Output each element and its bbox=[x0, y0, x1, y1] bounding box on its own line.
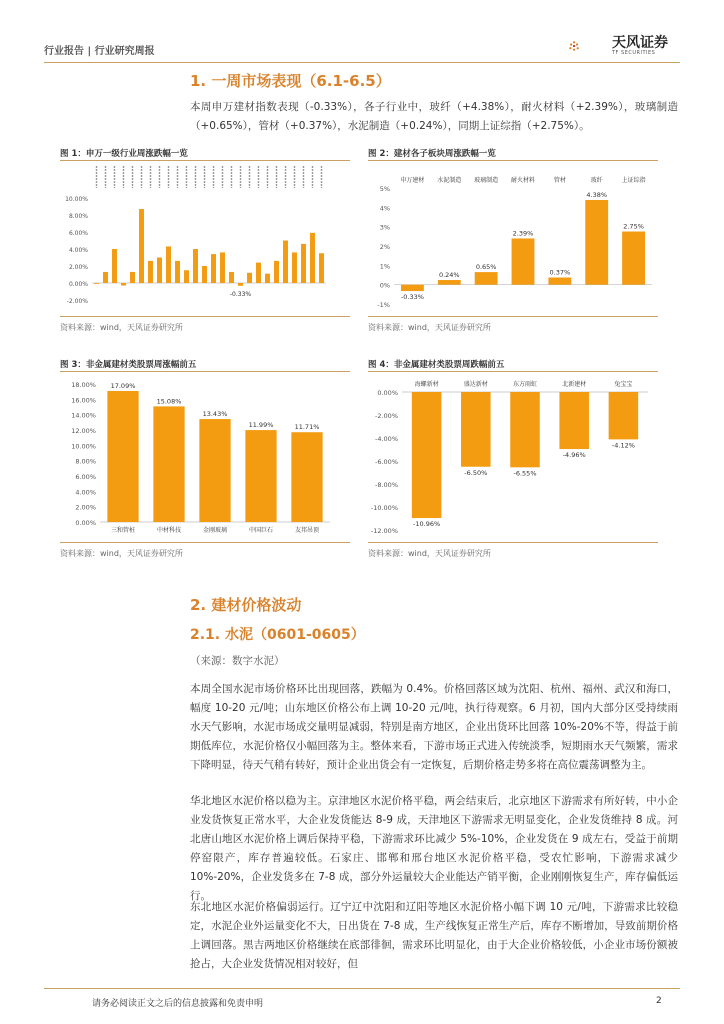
section-2-paragraph-2: 华北地区水泥价格以稳为主。京津地区水泥价格平稳，两会结束后，北京地区下游需求有所好转，中小企业发货恢复正常水平，大企业发货能达 8-9 成，天津地区下游需求无明显变化，企业发货维持 8 成。河北唐山地区水泥价格上调后保持平稳，下游需求环比减少 5%-10%，企业发货在 9 成左右，受益于前期停窑限产，库存普遍较低。石家庄、邯郸和邢台地区水泥价格平稳，受农忙影响，下游需求减少 10%-20%，企业发货多在 7-8 成，部分外运量较大企业能达产销平衡，企业刚刚恢复生产，库存偏低运行。 bbox=[190, 795, 678, 902]
category-label: 管材 bbox=[553, 177, 566, 184]
bar bbox=[184, 270, 189, 283]
y-tick-label: 3% bbox=[379, 223, 390, 232]
bar bbox=[245, 430, 276, 522]
figure-4-chart bbox=[368, 374, 658, 540]
page-number: 2 bbox=[656, 996, 662, 1006]
bar bbox=[112, 249, 117, 283]
brand-name: 天风证券 bbox=[612, 35, 668, 51]
y-tick-label: 0.00% bbox=[75, 519, 96, 527]
y-tick-label: -2.00% bbox=[375, 412, 398, 420]
figure-4-title: 图 4：非金属建材类股票周跌幅前五 bbox=[368, 360, 505, 370]
bar bbox=[121, 283, 126, 286]
y-tick-label: 14.00% bbox=[71, 411, 96, 420]
figure-4-source: 资料来源：wind，天风证券研究所 bbox=[368, 549, 491, 558]
category-label: 玻纤 bbox=[590, 177, 603, 184]
category-label: 上证综指 bbox=[621, 177, 646, 184]
data-label: -6.50% bbox=[464, 468, 488, 477]
y-tick-label: 1% bbox=[379, 262, 390, 271]
bar bbox=[94, 283, 99, 284]
data-label: 17.09% bbox=[110, 381, 136, 390]
data-label: 13.43% bbox=[202, 410, 228, 419]
data-label: -4.12% bbox=[611, 441, 635, 450]
data-label: 0.65% bbox=[475, 263, 497, 272]
y-tick-label: 4.00% bbox=[75, 488, 96, 497]
bar bbox=[412, 392, 442, 518]
data-label: 2.75% bbox=[623, 222, 644, 231]
y-tick-label: 2% bbox=[379, 243, 390, 251]
y-tick-label: 10.00% bbox=[71, 442, 96, 451]
category-label: 东方雨虹 bbox=[512, 381, 538, 388]
bar bbox=[609, 392, 639, 439]
figure-1-rule bbox=[60, 160, 350, 161]
figure-1-source: 资料来源：wind，天风证券研究所 bbox=[60, 323, 183, 332]
figure-1-title: 图 1：申万一级行业周涨跌幅一览 bbox=[60, 149, 188, 159]
y-tick-label: 8.00% bbox=[68, 213, 88, 220]
header-rule bbox=[44, 62, 680, 63]
section-1-title: 1. 一周市场表现（6.1-6.5） bbox=[190, 72, 391, 90]
y-tick-label: -10.00% bbox=[370, 504, 398, 512]
y-tick-label: 0.00% bbox=[68, 281, 88, 288]
figure-3-bottom-rule bbox=[60, 542, 350, 543]
category-label: 耐火材料 bbox=[510, 177, 536, 184]
y-tick-label: -12.00% bbox=[370, 527, 398, 535]
bar bbox=[319, 253, 324, 283]
figure-3-source: 资料来源：wind，天风证券研究所 bbox=[60, 549, 183, 558]
footer-rule bbox=[44, 988, 680, 989]
report-type-header: 行业报告 | 行业研究周报 bbox=[44, 46, 155, 57]
bar bbox=[438, 280, 461, 285]
bar bbox=[291, 432, 322, 522]
footer-disclaimer: 请务必阅读正文之后的信息披露和免责申明 bbox=[92, 999, 264, 1009]
y-tick-label: 0.00% bbox=[377, 389, 398, 397]
data-label: 11.71% bbox=[294, 423, 320, 432]
category-label: 水泥制造 bbox=[437, 177, 462, 184]
bar bbox=[238, 283, 243, 286]
bar bbox=[157, 258, 162, 284]
bar bbox=[107, 391, 138, 522]
bar bbox=[401, 285, 424, 291]
y-tick-label: 6.00% bbox=[75, 473, 96, 481]
data-label: -6.55% bbox=[513, 469, 537, 478]
figure-1-bottom-rule bbox=[60, 316, 350, 317]
figure-3-chart bbox=[60, 374, 350, 540]
bar bbox=[256, 263, 261, 283]
bar bbox=[301, 244, 306, 283]
data-label: 0.37% bbox=[549, 268, 571, 277]
data-label: 0.24% bbox=[438, 271, 460, 280]
data-label: -4.96% bbox=[562, 451, 586, 460]
data-label: 4.38% bbox=[586, 190, 608, 199]
bar bbox=[139, 209, 144, 283]
figure-3-title: 图 3：非金属建材类股票周涨幅前五 bbox=[60, 360, 197, 370]
figure-3-rule bbox=[60, 371, 350, 372]
category-label: 三和管桩 bbox=[110, 527, 136, 534]
bar bbox=[512, 238, 535, 284]
y-tick-label: 8.00% bbox=[75, 457, 96, 466]
data-label: -0.33% bbox=[400, 293, 424, 302]
y-tick-label: 5% bbox=[379, 185, 390, 193]
bar bbox=[274, 261, 279, 283]
y-tick-label: 4.00% bbox=[68, 247, 88, 254]
y-tick-label: -8.00% bbox=[375, 481, 398, 489]
y-tick-label: 6.00% bbox=[68, 230, 88, 237]
bar bbox=[148, 261, 153, 283]
bar bbox=[103, 272, 108, 283]
category-label: 玻璃制造 bbox=[474, 177, 499, 184]
y-tick-label: 2.00% bbox=[68, 264, 88, 271]
section-2-source-note: （来源：数字水泥） bbox=[190, 655, 285, 667]
figure-2-chart bbox=[368, 162, 658, 312]
y-tick-label: 0% bbox=[379, 281, 390, 290]
y-tick-label: 12.00% bbox=[71, 427, 96, 435]
bar bbox=[510, 392, 540, 467]
bar bbox=[153, 406, 184, 522]
y-tick-label: -6.00% bbox=[375, 458, 398, 466]
data-label: 15.08% bbox=[156, 397, 182, 406]
figure-2-bottom-rule bbox=[368, 316, 658, 317]
bar bbox=[199, 419, 230, 522]
category-label: 北新建材 bbox=[562, 381, 587, 388]
figure-2-title: 图 2：建材各子板块周涨跌幅一览 bbox=[368, 149, 496, 159]
data-label: 2.39% bbox=[512, 229, 534, 238]
y-tick-label: -1% bbox=[377, 301, 390, 309]
section-2-paragraph-3: 东北地区水泥价格偏弱运行。辽宁辽中沈阳和辽阳等地区水泥价格小幅下调 10 元/吨，下游需求比较稳定，水泥企业外运量变化不大，日出货在 7-8 成，生产线恢复正常生产后，库存不断增加，导致前期价格上调回落。黑吉两地区价格继续在底部徘徊，需求环比明显化，由于大企业价格较低，小企业市场份额被抢占，大企业发货情况相对较好，但 bbox=[190, 901, 678, 970]
y-tick-label: 16.00% bbox=[71, 396, 96, 405]
tf-securities-logo-icon bbox=[566, 28, 610, 64]
bar bbox=[283, 241, 288, 284]
y-tick-label: 18.00% bbox=[71, 381, 96, 389]
bar bbox=[548, 278, 571, 285]
bar bbox=[461, 392, 491, 467]
brand-name-en: TF SECURITIES bbox=[612, 50, 656, 56]
bar bbox=[175, 261, 180, 283]
figure-4-bottom-rule bbox=[368, 542, 658, 543]
bar bbox=[622, 232, 645, 285]
bar bbox=[585, 200, 608, 285]
bar bbox=[202, 266, 207, 283]
bar bbox=[559, 392, 589, 449]
category-label: 海螺新材 bbox=[414, 381, 439, 388]
bar bbox=[292, 252, 297, 283]
category-label: 盛达新材 bbox=[463, 381, 488, 388]
figure-2-rule bbox=[368, 160, 658, 161]
figure-1-chart bbox=[60, 162, 350, 312]
bar bbox=[247, 273, 252, 283]
y-tick-label: -2.00% bbox=[66, 298, 88, 305]
bar bbox=[310, 233, 315, 283]
section-2-paragraph-1: 本周全国水泥市场价格环比出现回落，跌幅为 0.4%。价格回落区域为沈阳、杭州、福州、武汉和海口，幅度 10-20 元/吨；山东地区价格公布上调 10-20 元/吨，执行待观察。6 月初，国内大部分区受持续雨水天气影响，水泥市场成交量明显减弱，特别是南方地区，企业出货环比回落 10%-20%不等，得益于前期低库位，水泥价格仅小幅回落为主。整体来看，下游市场正式进入传统淡季，短期雨水天气频繁，需求下降明显，待天气稍有转好，预计企业出货会有一定恢复，后期价格走势多将在高位震荡调整为主。 bbox=[190, 683, 678, 771]
bar bbox=[166, 246, 171, 283]
figure-2-source: 资料来源：wind，天风证券研究所 bbox=[368, 323, 491, 332]
data-label: -10.96% bbox=[413, 520, 441, 529]
bar bbox=[265, 274, 270, 283]
bar bbox=[211, 254, 216, 283]
category-label: 中材科技 bbox=[156, 527, 182, 534]
bar bbox=[220, 252, 225, 283]
annotation-label: -0.33% bbox=[229, 290, 252, 298]
category-label: 兔宝宝 bbox=[614, 381, 633, 388]
category-label: 友邦吊顶 bbox=[294, 527, 320, 534]
category-label: 金刚玻璃 bbox=[202, 527, 228, 534]
bar bbox=[229, 272, 234, 283]
y-tick-label: -4.00% bbox=[375, 435, 398, 443]
y-tick-label: 4% bbox=[379, 204, 390, 213]
data-label: 11.99% bbox=[248, 421, 274, 430]
section-2-title: 2. 建材价格波动 bbox=[190, 596, 302, 614]
section-2-1-title: 2.1. 水泥（0601-0605） bbox=[190, 627, 365, 643]
y-tick-label: 2.00% bbox=[75, 503, 96, 512]
bar bbox=[130, 272, 135, 283]
y-tick-label: 10.00% bbox=[65, 196, 88, 203]
figure-4-rule bbox=[368, 371, 658, 372]
bar bbox=[475, 272, 498, 285]
section-1-paragraph: 本周申万建材指数表现（-0.33%），各子行业中，玻纤（+4.38%），耐火材料（+2.39%），玻璃制造（+0.65%），管材（+0.37%），水泥制造（+0.24%），同期上证综指（+2.75%）。 bbox=[190, 101, 678, 132]
category-label: 申万建材 bbox=[400, 177, 425, 184]
bar bbox=[193, 249, 198, 283]
category-label: 中国巨石 bbox=[248, 527, 274, 534]
